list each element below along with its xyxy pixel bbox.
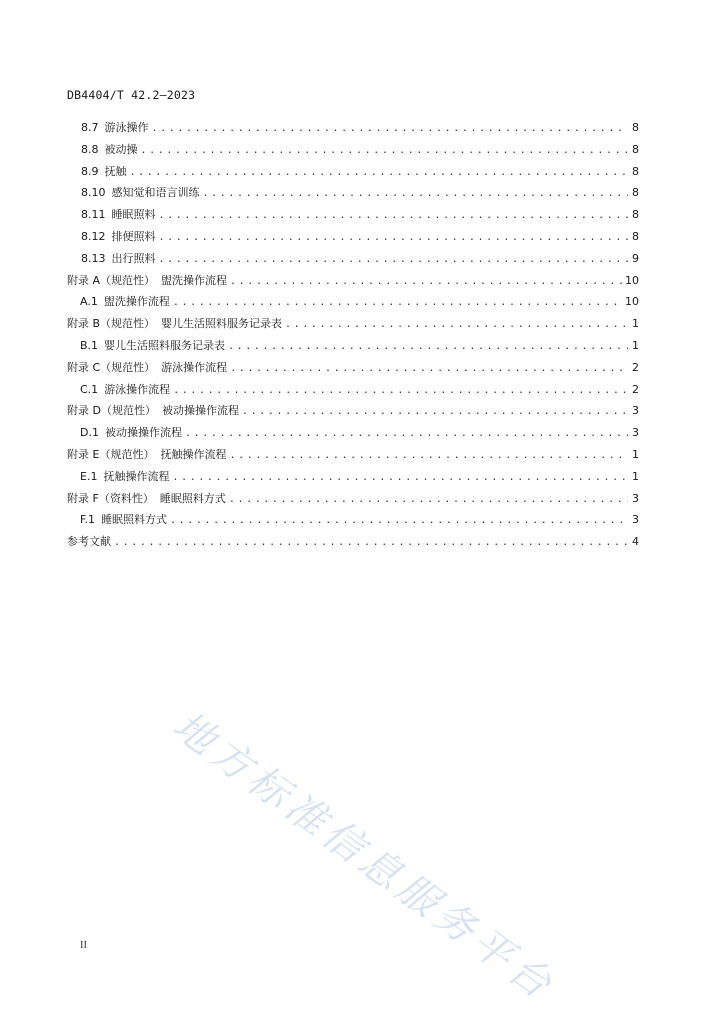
toc-entry[interactable] — [67, 291, 639, 313]
toc-leader-dots — [173, 380, 628, 402]
document-id: DB4404/T 42.2—2023 — [67, 88, 196, 102]
toc-entry[interactable] — [67, 182, 639, 204]
toc-entry-number: 8.12 — [81, 229, 106, 243]
toc-leader-dots — [173, 292, 622, 314]
toc-entry-number: C.1 — [80, 382, 99, 396]
toc-leader-dots — [230, 358, 628, 380]
toc-entry[interactable] — [67, 313, 639, 335]
toc-entry-page: 1 — [632, 338, 639, 352]
toc-entry[interactable] — [67, 509, 639, 531]
toc-entry[interactable] — [67, 248, 639, 270]
toc-entry-page: 8 — [632, 121, 639, 134]
toc-entry-page: 9 — [632, 251, 639, 265]
toc-entry-title: 睡眠照料方式 — [101, 513, 168, 527]
toc-entry-title: 游泳操作流程 — [104, 382, 171, 396]
toc-entry-title: 感知觉和语言训练 — [111, 186, 200, 200]
toc-entry-number: A.1 — [80, 295, 98, 309]
toc-entry-title: 婴儿生活照料服务记录表 — [104, 338, 226, 352]
page-number: II — [80, 940, 87, 951]
toc-leader-dots — [229, 489, 628, 511]
toc-entry[interactable] — [67, 357, 639, 379]
toc-entry-number: 8.8 — [81, 142, 99, 156]
toc-leader-dots — [170, 510, 628, 532]
toc-entry-title: 盥洗操作流程 — [103, 295, 170, 309]
toc-entry-title: 抚触操作流程 — [160, 447, 227, 461]
toc-entry[interactable] — [67, 400, 639, 422]
toc-entry-number: E.1 — [80, 469, 98, 483]
toc-leader-dots — [203, 183, 629, 205]
toc-leader-dots — [242, 401, 628, 423]
toc-entry-title: 抚触 — [104, 164, 127, 178]
toc-entry-title: 游泳操作 — [104, 121, 149, 134]
toc-entry-page: 2 — [632, 382, 639, 396]
toc-leader-dots — [159, 227, 629, 249]
toc-entry-number: 附录 E（规范性） — [67, 447, 155, 461]
toc-entry-page: 1 — [632, 317, 639, 331]
toc-entry-title: 被动操操作流程 — [104, 426, 182, 440]
toc-entry-number: 8.7 — [81, 121, 99, 134]
toc-entry-page: 3 — [632, 491, 639, 505]
toc-entry-page: 4 — [632, 535, 639, 549]
toc-entry[interactable] — [67, 161, 639, 183]
toc-leader-dots — [185, 423, 628, 445]
toc-entry-page: 3 — [632, 513, 639, 527]
toc-entry-title: 排便照料 — [111, 229, 156, 243]
toc-entry[interactable] — [67, 226, 639, 248]
toc-entry-number: D.1 — [80, 426, 99, 440]
toc-entry-number: 8.9 — [81, 164, 99, 178]
toc-entry-page: 1 — [632, 447, 639, 461]
toc-leader-dots — [230, 271, 622, 293]
toc-entry-page: 1 — [632, 469, 639, 483]
toc-entry-number: 附录 C（规范性） — [67, 360, 156, 374]
toc-leader-dots — [172, 467, 628, 489]
toc-leader-dots — [229, 445, 628, 467]
toc-leader-dots — [228, 336, 628, 358]
toc-entry[interactable] — [67, 379, 639, 401]
toc-entry-number: 8.10 — [81, 186, 106, 200]
toc-entry[interactable] — [67, 270, 639, 292]
toc-entry-title: 游泳操作流程 — [161, 360, 228, 374]
toc-entry[interactable] — [67, 422, 639, 444]
toc-entry-title: 被动操操作流程 — [161, 404, 239, 418]
toc-entry-page: 8 — [632, 229, 639, 243]
toc-leader-dots — [141, 140, 629, 162]
toc-entry-number: 8.11 — [81, 208, 106, 222]
toc-leader-dots — [130, 162, 629, 184]
toc-entry-page: 3 — [632, 404, 639, 418]
toc-entry-page: 10 — [625, 273, 639, 287]
toc-entry[interactable] — [67, 466, 639, 488]
toc-entry-number: 附录 D（规范性） — [67, 404, 156, 418]
toc-entry-number: 附录 F（资料性） — [67, 491, 154, 505]
toc-entry-title: 被动操 — [104, 142, 138, 156]
toc-entry[interactable] — [67, 488, 639, 510]
toc-entry-title: 出行照料 — [111, 251, 156, 265]
toc-entry[interactable] — [67, 204, 639, 226]
watermark: 地方标准信息服务平台 — [164, 702, 564, 1011]
toc-entry-number: 附录 B（规范性） — [67, 317, 156, 331]
toc-entry-page: 3 — [632, 426, 639, 440]
toc-entry-title: 婴儿生活照料服务记录表 — [161, 317, 283, 331]
toc-entry-title: 睡眠照料方式 — [159, 491, 226, 505]
toc-entry-number: F.1 — [80, 513, 96, 527]
toc-entry-title: 参考文献 — [67, 535, 111, 549]
toc-entry-page: 8 — [632, 186, 639, 200]
toc-entry-title: 睡眠照料 — [111, 208, 156, 222]
toc-entry-page: 2 — [632, 360, 639, 374]
toc-entry[interactable] — [67, 139, 639, 161]
toc-leader-dots — [152, 118, 629, 140]
toc-entry-number: B.1 — [80, 338, 99, 352]
toc-entry-page: 8 — [632, 164, 639, 178]
toc-entry-page: 8 — [632, 208, 639, 222]
toc-entry[interactable] — [67, 335, 639, 357]
toc-entry[interactable] — [67, 117, 639, 139]
toc-leader-dots — [114, 532, 628, 554]
toc-entry-page: 10 — [625, 295, 639, 309]
toc-leader-dots — [159, 249, 629, 271]
toc-entry-title: 盥洗操作流程 — [161, 273, 228, 287]
toc-entry-number: 8.13 — [81, 251, 106, 265]
toc-entry[interactable] — [67, 531, 639, 553]
toc-entry[interactable] — [67, 444, 639, 466]
toc-leader-dots — [285, 314, 628, 336]
toc-leader-dots — [159, 205, 629, 227]
table-of-contents — [67, 117, 639, 553]
toc-entry-number: 附录 A（规范性） — [67, 273, 156, 287]
toc-entry-page: 8 — [632, 142, 639, 156]
toc-entry-title: 抚触操作流程 — [103, 469, 170, 483]
